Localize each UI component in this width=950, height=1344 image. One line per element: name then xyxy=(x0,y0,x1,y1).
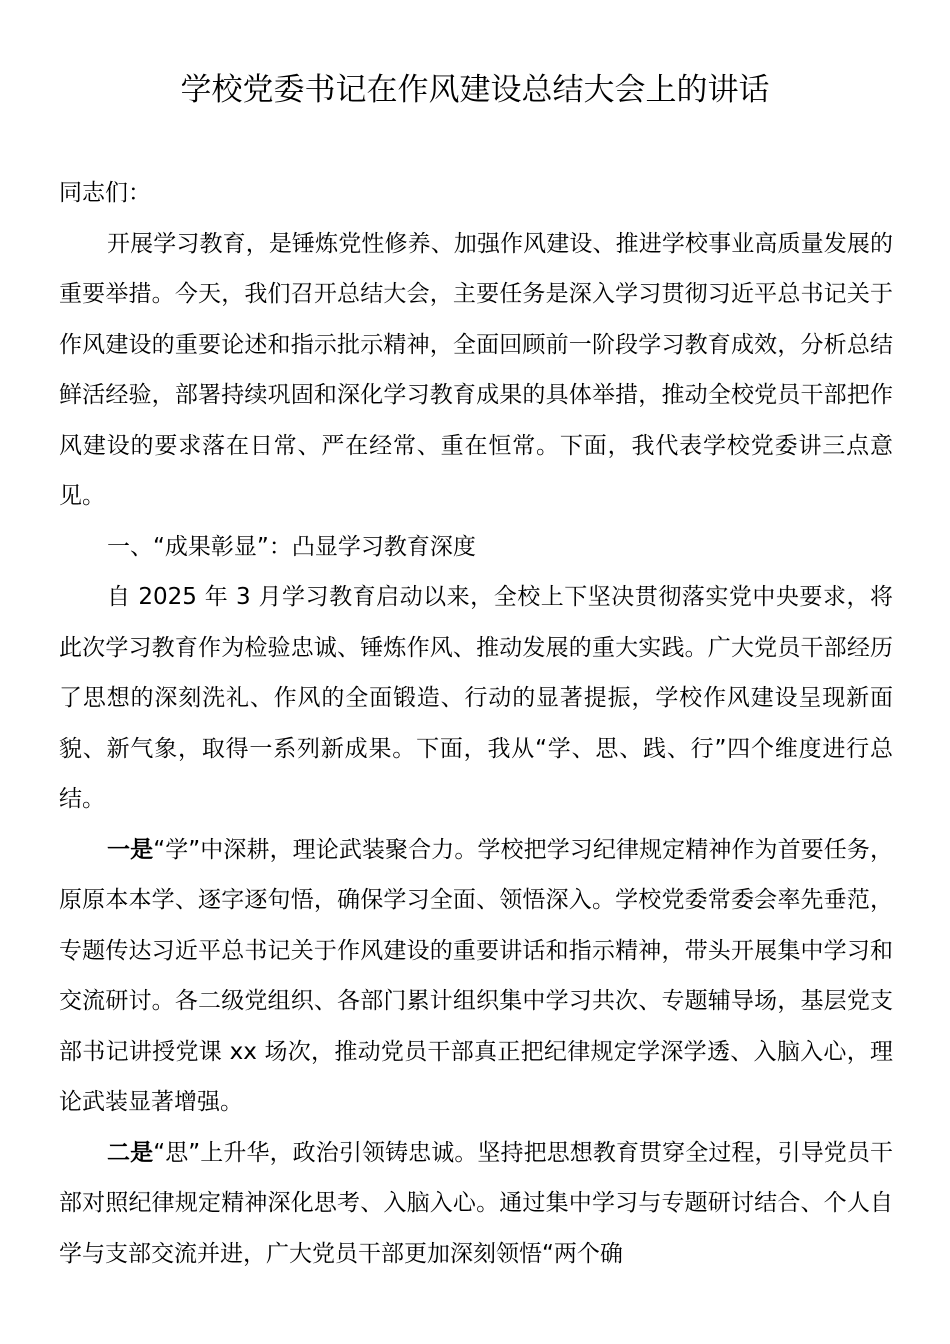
point-lead: 一是 xyxy=(107,836,154,863)
document-title: 学校党委书记在作风建设总结大会上的讲话 xyxy=(180,72,770,108)
paragraph-point-1 xyxy=(59,825,893,1128)
paragraph-point-2 xyxy=(59,1128,893,1280)
paragraph-text: “思”上升华，政治引领铸忠诚。坚持把思想教育贯穿全过程，引导党员干部对照纪律规定精神深化思考、入脑入心。通过集中学习与专题研讨结合、个人自学与支部交流并进，广大党员干部更加深刻领悟“两个确 xyxy=(59,1139,893,1267)
point-lead: 二是 xyxy=(107,1139,154,1166)
section-heading-1 xyxy=(59,522,893,573)
paragraph-text: 自 2025 年 3 月学习教育启动以来，全校上下坚决贯彻落实党中央要求，将此次学习教育作为检验忠诚、锤炼作风、推动发展的重大实践。广大党员干部经历了思想的深刻洗礼、作风的全面锻造、行动的显著提振，学校作风建设呈现新面貌、新气象，取得一系列新成果。下面，我从“学、思、践、行”四个维度进行总结。 xyxy=(59,584,893,812)
salutation: 同志们： xyxy=(59,180,151,206)
document-body xyxy=(59,168,893,1279)
section-heading-text: 一、“成果彰显”：凸显学习教育深度 xyxy=(107,533,476,560)
paragraph-opening xyxy=(59,219,893,522)
paragraph-section-intro xyxy=(59,572,893,825)
paragraph-text: “学”中深耕，理论武装聚合力。学校把学习纪律规定精神作为首要任务，原原本本学、逐字逐句悟，确保学习全面、领悟深入。学校党委常委会率先垂范，专题传达习近平总书记关于作风建设的重要讲话和指示精神，带头开展集中学习和交流研讨。各二级党组织、各部门累计组织集中学习共次、专题辅导场，基层党支部书记讲授党课 xx 场次，推动党员干部真正把纪律规定学深学透、入脑入心，理论武装显著增强。 xyxy=(59,836,893,1115)
paragraph-text: 开展学习教育，是锤炼党性修养、加强作风建设、推进学校事业高质量发展的重要举措。今天，我们召开总结大会，主要任务是深入学习贯彻习近平总书记关于作风建设的重要论述和指示批示精神，全面回顾前一阶段学习教育成效，分析总结鲜活经验，部署持续巩固和深化学习教育成果的具体举措，推动全校党员干部把作风建设的要求落在日常、严在经常、重在恒常。下面，我代表学校党委讲三点意见。 xyxy=(59,230,893,509)
